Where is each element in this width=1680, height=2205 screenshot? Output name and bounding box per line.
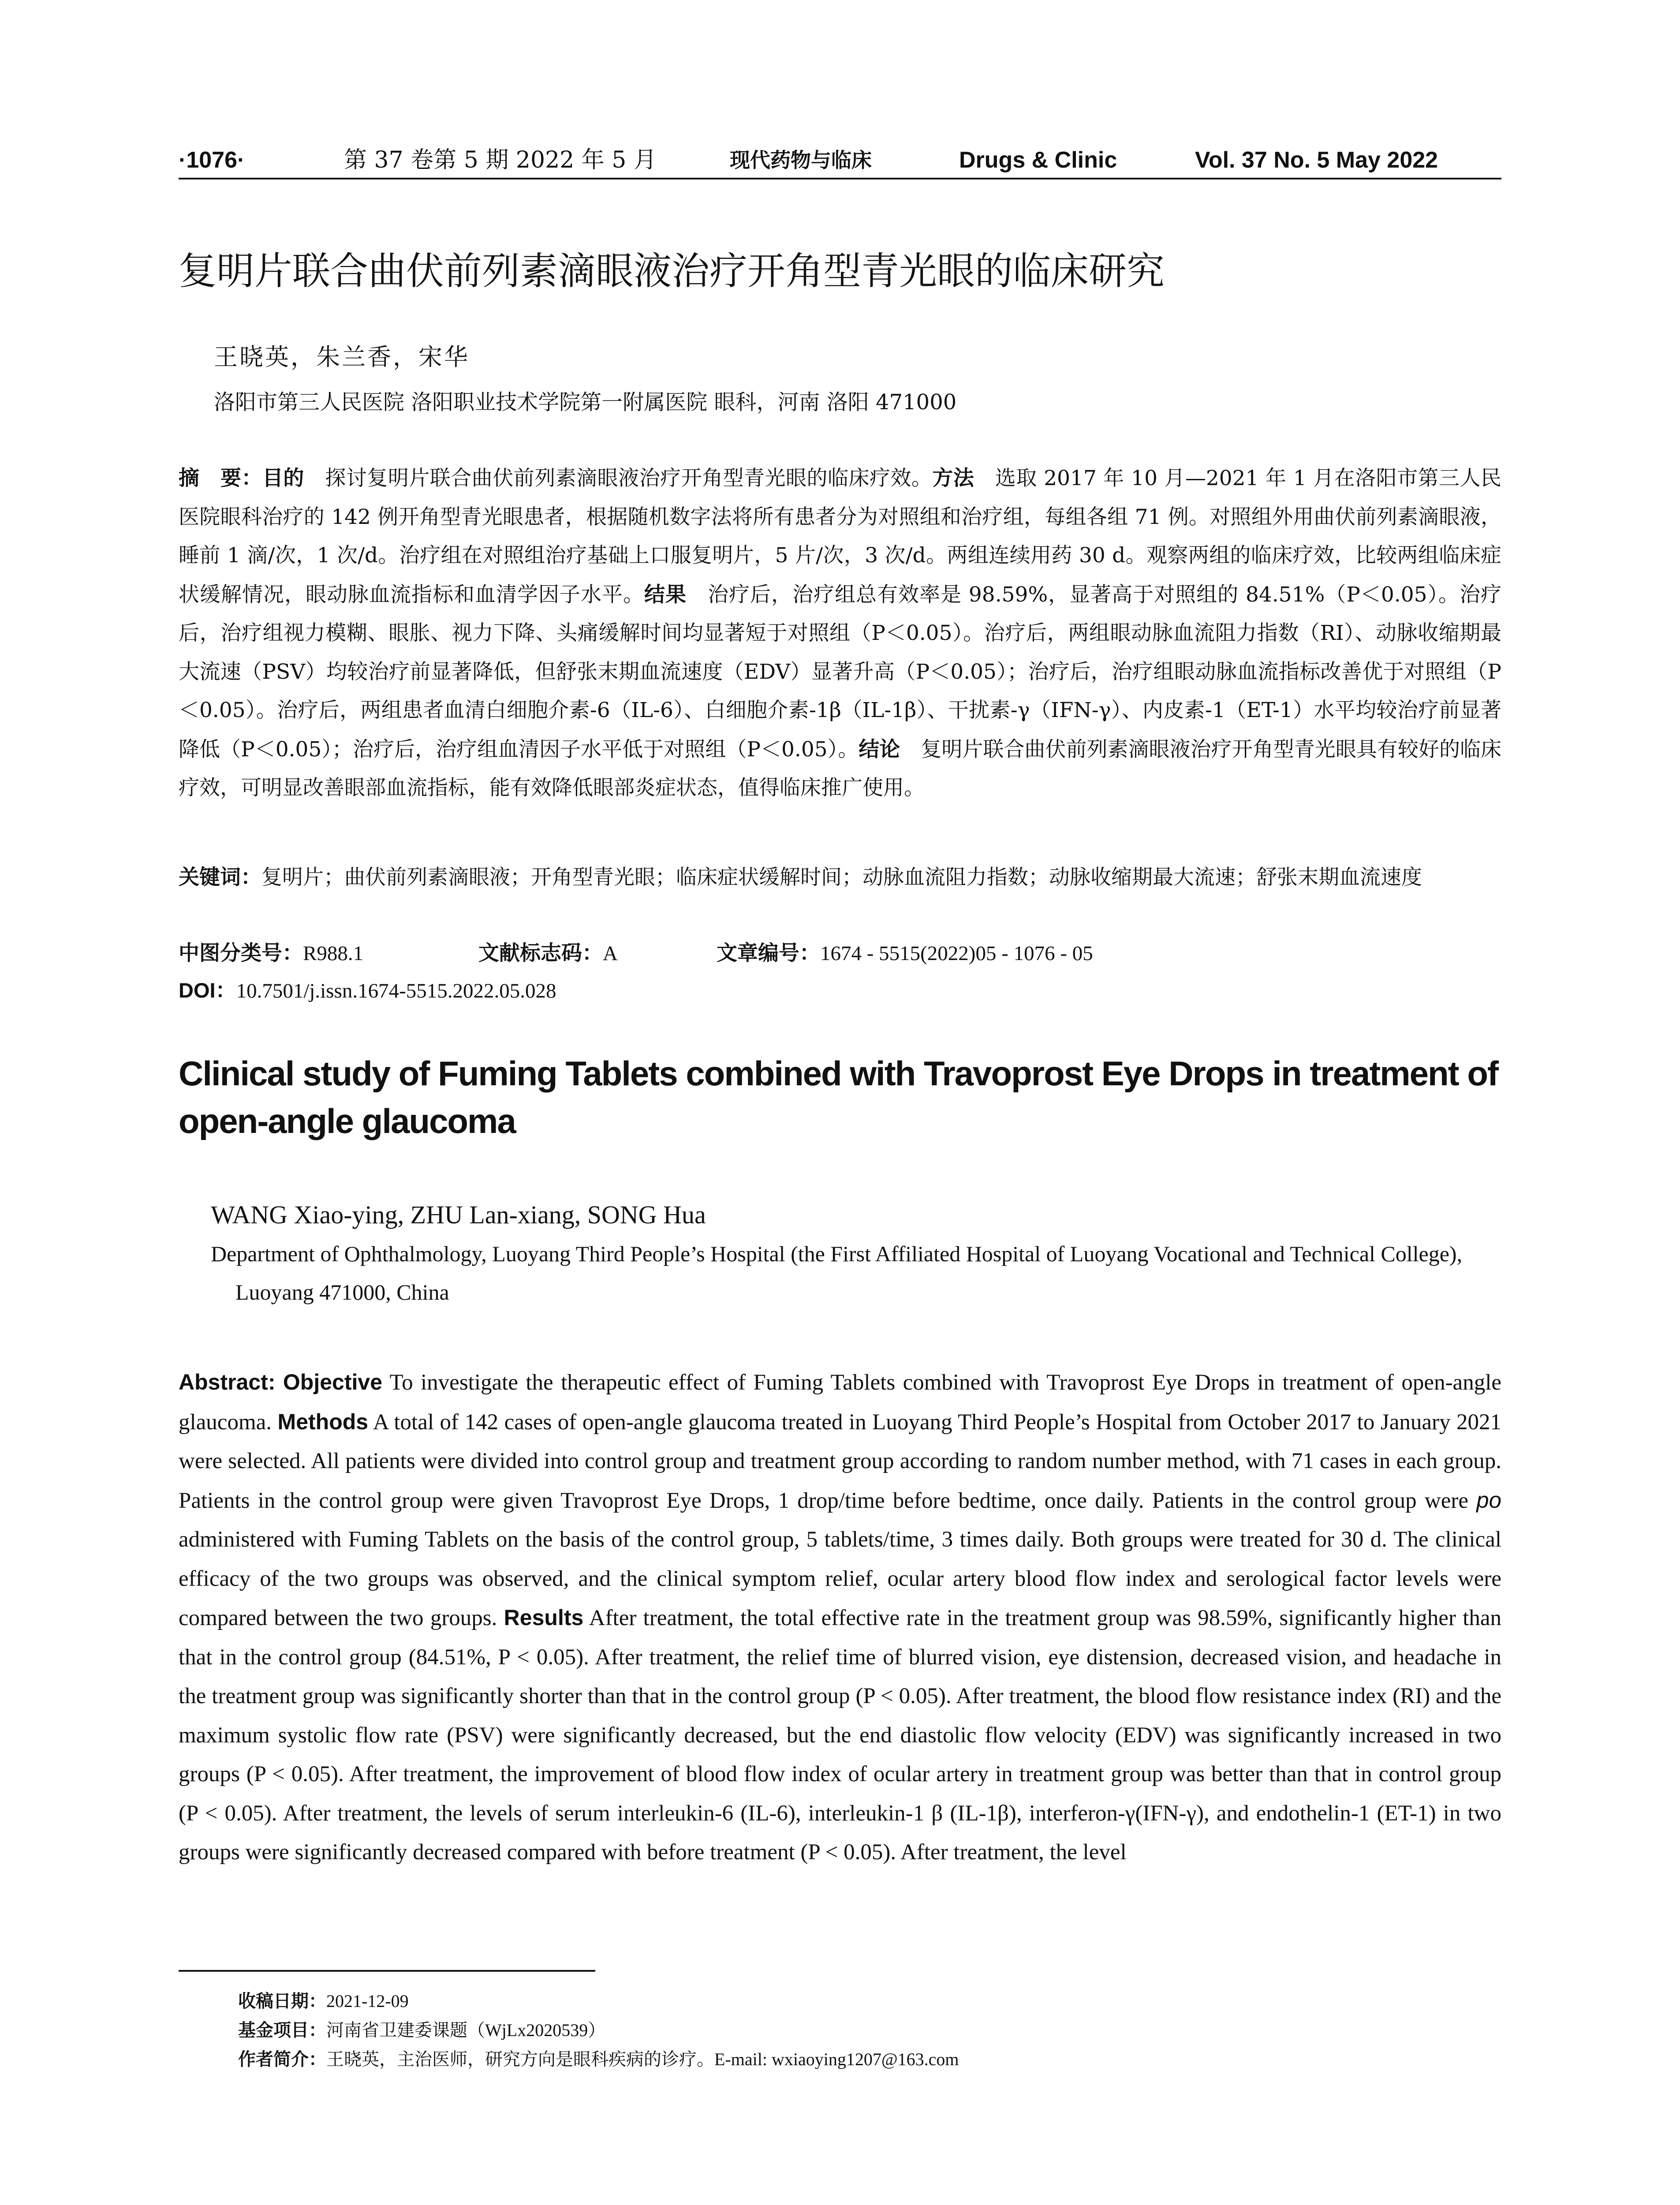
conclusion-cn: 复明片联合曲伏前列素滴眼液治疗开角型青光眼具有较好的临床疗效，可明显改善眼部血流指标，能有效降低眼部炎症状态，值得临床推广使用。 <box>179 737 1502 800</box>
header-rule <box>179 178 1501 179</box>
authors-en: WANG Xiao-ying, ZHU Lan-xiang, SONG Hua <box>211 1200 706 1229</box>
abstract-cn-label: 摘 要： <box>179 466 262 490</box>
author-note <box>238 2045 1473 2074</box>
received-note <box>238 1987 1473 2016</box>
authors-cn: 王晓英，朱兰香，宋华 <box>214 343 470 371</box>
affiliation-en: Department of Ophthalmology, Luoyang Third People’s Hospital (the First Affiliated Hospital of Luoyang Vocational and Technical College), Luoyang 471000, China <box>211 1241 1463 1304</box>
clc-value: R988.1 <box>303 942 364 965</box>
keywords-cn-text: 复明片；曲伏前列素滴眼液；开角型青光眼；临床症状缓解时间；动脉血流阻力指数；动脉收缩期最大流速；舒张末期血流速度 <box>261 865 1422 889</box>
abstract-en-label: Abstract: <box>179 1370 276 1394</box>
results-cn-label: 结果 <box>644 582 687 606</box>
footnotes <box>238 1987 1473 2074</box>
received-date: 2021-12-09 <box>326 1991 409 2011</box>
running-header <box>179 140 1501 180</box>
methods-en: A total of 142 cases of open-angle glaucoma treated in Luoyang Third People’s Hospital from October 2017 to January 2021 were selected. All patients were divided into control group and treatment group according to random number method, with 71 cases in each group. Patients in the control group were given Travoprost Eye Drops, 1 drop/time before bedtime, once daily. Patients in the control group were <box>179 1409 1502 1513</box>
methods-cn: 选取 2017 年 10 月—2021 年 1 月在洛阳市第三人民医院眼科治疗的 142 例开角型青光眼患者，根据随机数字法将所有患者分为对照组和治疗组，每组各组 71 例。对照组外用曲伏前列素滴眼液，睡前 1 滴/次，1 次/d。治疗组在对照组治疗基础上口服复明片，5 片/次，3 次/d。两组连续用药 30 d。观察两组的临床疗效，比较两组临床症状缓解情况，眼动脉血流指标和血清学因子水平。 <box>179 466 1502 607</box>
results-cn: 治疗后，治疗组总有效率是 98.59%，显著高于对照组的 84.51%（P＜0.05）。治疗后，治疗组视力模糊、眼胀、视力下降、头痛缓解时间均显著短于对照组（P＜0.05）。治疗后，两组眼动脉血流阻力指数（RI）、动脉收缩期最大流速（PSV）均较治疗前显著降低，但舒张末期血流速度（EDV）显著升高（P＜0.05）；治疗后，治疗组眼动脉血流指标改善优于对照组（P＜0.05）。治疗后，两组患者血清白细胞介素-6（IL-6）、白细胞介素-1β（IL-1β）、干扰素-γ（IFN-γ）、内皮素-1（ET-1）水平均较治疗前显著降低（P＜0.05）；治疗后，治疗组血清因子水平低于对照组（P＜0.05）。 <box>179 582 1501 762</box>
page-number: ·1076· <box>179 147 245 173</box>
doi-link[interactable]: 10.7501/j.issn.1674-5515.2022.05.028 <box>236 979 556 1002</box>
doi-row <box>179 972 556 1010</box>
article-no-label: 文章编号： <box>717 941 820 964</box>
doc-code-label: 文献标志码： <box>478 941 603 964</box>
received-label: 收稿日期： <box>238 1992 326 2011</box>
doc-code-value: A <box>603 942 618 965</box>
title-en: Clinical study of Fuming Tablets combined with Travoprost Eye Drops in treatment of open-angle glaucoma <box>179 1054 1498 1140</box>
objective-en: To investigate the therapeutic effect of Fuming Tablets combined with Travoprost Eye Drops in treatment of open-angle glaucoma. <box>179 1370 1501 1435</box>
results-en-label: Results <box>504 1605 584 1630</box>
abstract-en <box>179 1363 1501 1872</box>
fund-note <box>238 2016 1473 2045</box>
objective-en-label: Objective <box>283 1370 383 1394</box>
affiliation-cn: 洛阳市第三人民医院 洛阳职业技术学院第一附属医院 眼科，河南 洛阳 471000 <box>214 390 957 415</box>
objective-cn-label: 目的 <box>262 466 304 490</box>
objective-cn: 探讨复明片联合曲伏前列素滴眼液治疗开角型青光眼的临床疗效。 <box>304 466 933 490</box>
methods-cn-label: 方法 <box>932 466 974 490</box>
author-text: 王晓英，主治医师，研究方向是眼科疾病的诊疗。E-mail: wxiaoying1207@163.com <box>326 2049 959 2069</box>
methods-en-label: Methods <box>277 1409 369 1434</box>
journal-cn: 现代药物与临床 <box>730 148 872 172</box>
title-cn: 复明片联合曲伏前列素滴眼液治疗开角型青光眼的临床研究 <box>179 250 1165 292</box>
conclusion-cn-label: 结论 <box>859 737 900 761</box>
results-en: After treatment, the total effective rate in the treatment group was 98.59%, significantly higher than that in the control group (84.51%, P < 0.05). After treatment, the relief time of blurred vision, eye distension, decreased vision, and headache in the treatment group was significantly shorter than that in the control group (P < 0.05). After treatment, the blood flow resistance index (RI) and the maximum systolic flow rate (PSV) were significantly decreased, but the end diastolic flow velocity (EDV) was significantly increased in two groups (P < 0.05). After treatment, the improvement of blood flow index of ocular artery in treatment group was better than that in control group (P < 0.05). After treatment, the levels of serum interleukin-6 (IL-6), interleukin-1 β (IL-1β), interferon-γ(IFN-γ), and endothelin-1 (ET-1) in two groups were significantly decreased compared with before treatment (P < 0.05). After treatment, the level <box>179 1606 1501 1865</box>
classification-row <box>179 934 1501 972</box>
keywords-cn <box>179 858 1501 897</box>
clc-label: 中图分类号： <box>179 941 303 964</box>
doi-label: DOI： <box>179 979 236 1002</box>
fund-label: 基金项目： <box>238 2021 326 2040</box>
article-no-value: 1674 - 5515(2022)05 - 1076 - 05 <box>820 942 1093 965</box>
author-label: 作者简介： <box>238 2050 326 2069</box>
po-abbrev: po <box>1476 1487 1501 1513</box>
methods-en-2: administered with Fuming Tablets on the basis of the control group, 5 tablets/time, 3 times daily. Both groups were treated for 30 d. The clinical efficacy of the two groups was observed, and the clinical symptom relief, ocular artery blood flow index and serological factor levels were compared between the two groups. <box>179 1527 1501 1630</box>
journal-en: Drugs & Clinic <box>959 147 1117 173</box>
fund-text: 河南省卫建委课题（WjLx2020539） <box>326 2020 606 2040</box>
keywords-cn-label: 关键词： <box>179 865 261 889</box>
footnote-rule <box>179 1970 595 1972</box>
abstract-cn <box>179 459 1501 807</box>
issue-cn: 第 37 卷第 5 期 2022 年 5 月 <box>344 147 657 173</box>
issue-en: Vol. 37 No. 5 May 2022 <box>1195 147 1438 173</box>
